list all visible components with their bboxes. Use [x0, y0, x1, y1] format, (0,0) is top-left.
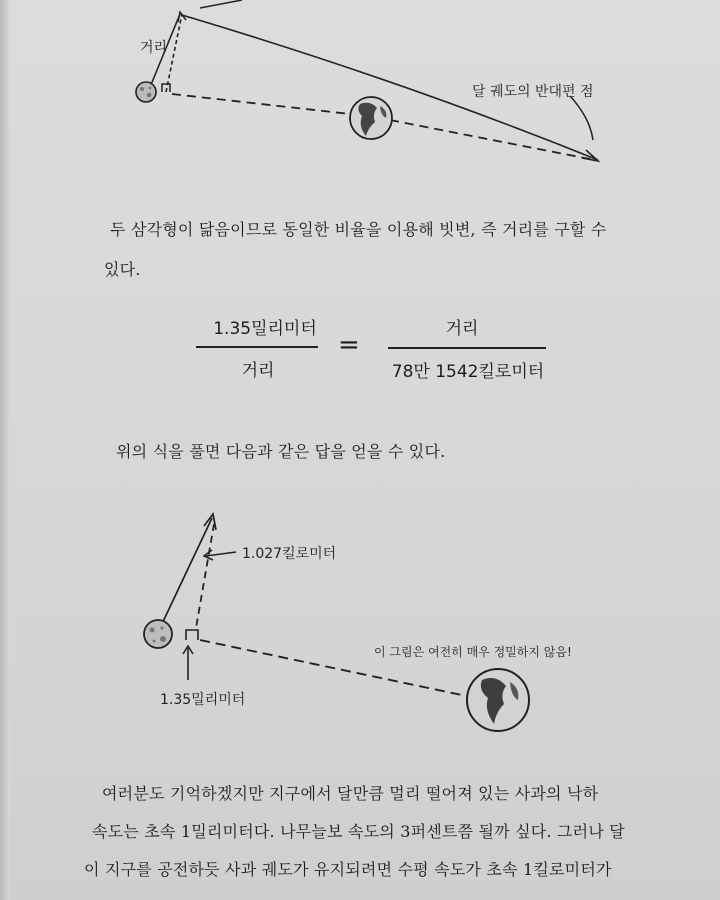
label-arrow	[570, 96, 593, 140]
label-1027-km: 1.027킬로미터	[242, 546, 337, 562]
paragraph-3-line-2: 속도는 초속 1밀리미터다. 나무늘보 속도의 3퍼센트쯤 될까 싶다. 그러나 달	[92, 822, 625, 841]
dashed-earth-farside	[390, 120, 595, 160]
equation-equals: =	[338, 330, 360, 360]
equation-right-denominator: 78만 1542킬로미터	[391, 362, 545, 382]
figure-similar-triangles	[0, 0, 720, 185]
paragraph-3-line-3: 이 지구를 공전하듯 사과 궤도가 유지되려면 수평 속도가 초속 1킬로미터가	[84, 860, 612, 879]
top-arrow-line	[200, 0, 242, 8]
moon-icon-2	[144, 620, 172, 648]
paragraph-1-line-1: 두 삼각형이 닮음이므로 동일한 비율을 이용해 빗변, 즉 거리를 구할 수	[110, 220, 607, 239]
paragraph-1-line-2: 있다.	[104, 260, 141, 279]
label-arrow-top	[206, 552, 236, 556]
equation-right-numerator: 거리	[445, 319, 479, 339]
label-distance: 거리	[140, 40, 168, 56]
dashed-moon-earth	[172, 94, 350, 114]
paragraph-2-line-1: 위의 식을 풀면 다음과 같은 답을 얻을 수 있다.	[116, 442, 446, 461]
equation-right-fraction-bar	[388, 347, 546, 349]
equation-left-denominator: 거리	[241, 361, 275, 381]
triangle-right-side	[166, 14, 182, 92]
apple-path-solid	[160, 518, 212, 628]
label-135-mm: 1.35밀리미터	[160, 692, 246, 708]
moon-icon	[136, 82, 156, 102]
label-far-side: 달 궤도의 반대편 점	[472, 84, 594, 100]
apex-arrowhead	[178, 12, 186, 22]
equation-left-numerator: 1.35밀리미터	[213, 319, 317, 339]
earth-icon	[350, 97, 392, 139]
earth-icon-2	[467, 669, 529, 731]
figure-apple-fall	[0, 490, 720, 790]
fall-dashed-line	[196, 524, 214, 628]
right-angle-marker-2	[186, 630, 198, 640]
label-note: 이 그림은 여전히 매우 정밀하지 않음!	[374, 645, 572, 659]
paragraph-3-line-1: 여러분도 기억하겠지만 지구에서 달만큼 멀리 떨어져 있는 사과의 낙하	[102, 784, 599, 803]
equation-left-fraction-bar	[196, 346, 318, 348]
